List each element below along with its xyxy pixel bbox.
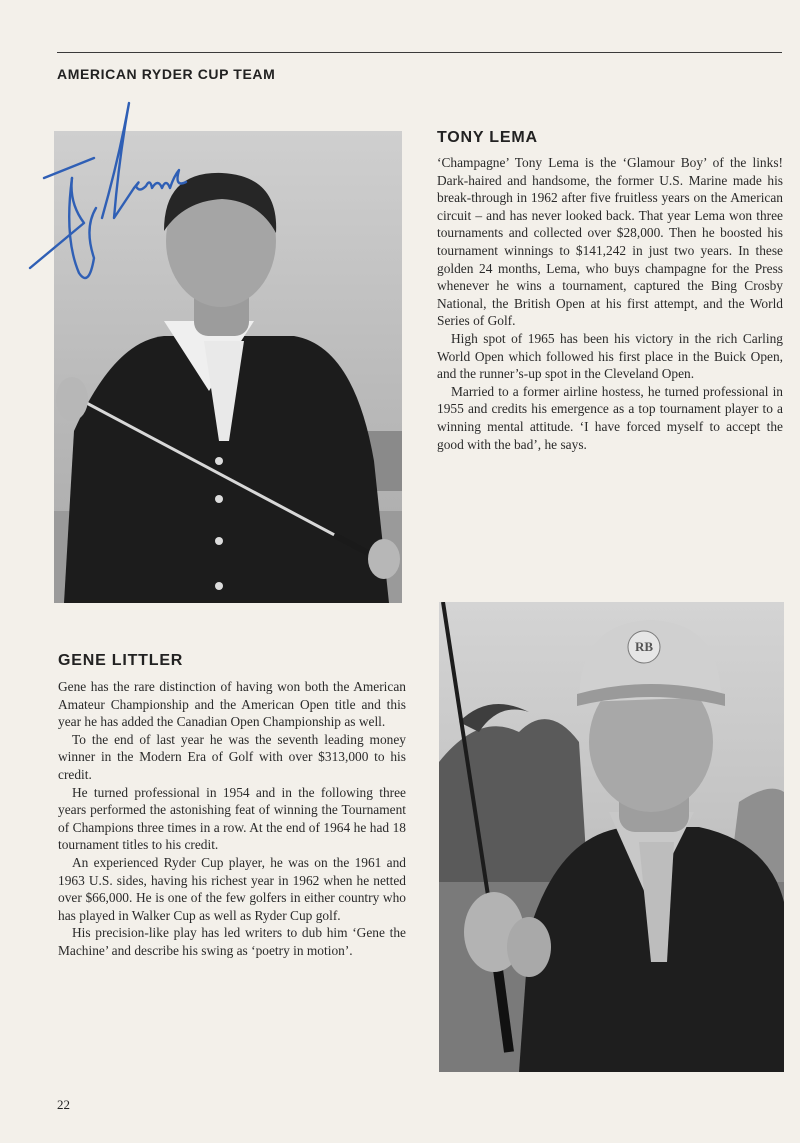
autograph-signature (24, 98, 194, 298)
gene-littler-heading: GENE LITTLER (58, 652, 184, 669)
page-number: 22 (57, 1097, 70, 1112)
cap-logo-icon: RB (634, 639, 654, 654)
bio-paragraph: To the end of last year he was the seventh leading money winner in the Modern Era of Golf with over $313,000 to his credit. (58, 731, 406, 782)
bio-paragraph: He turned professional in 1954 and in the following three years performed the astonishing feat of winning the Tournament of Champions three times in a row. At the end of 1964 he had 18 tournament titles to his credit. (58, 784, 406, 853)
bio-paragraph: Married to a former airline hostess, he turned professional in 1955 and credits his emergence as a top tournament player to a winning mental attitude. ‘I have forced myself to accept the good with the bad’, he says. (437, 383, 783, 452)
gene-littler-bio (58, 678, 406, 960)
bio-paragraph: ‘Champagne’ Tony Lema is the ‘Glamour Boy’ of the links! Dark-haired and handsome, the former U.S. Marine made his break-through in 1962 after five fruitless years on the American circuit – and has never looked back. That year Lema won three tournaments and collected over $28,000. Then he boosted his tournament winnings to $141,242 in just two years. In these golden 24 months, Lema, who buys champagne for the Press whenever he wins a tournament, captured the Bing Crosby National, the British Open at his first attempt, and the World Series of Golf. (437, 155, 783, 329)
bio-paragraph: Gene has the rare distinction of having won both the American Amateur Championship and the American Open title and this year he has added the Canadian Open Championship as well. (58, 679, 406, 730)
bio-paragraph: His precision-like play has led writers to dub him ‘Gene the Machine’ and describe his swing as ‘poetry in motion’. (58, 925, 406, 958)
tony-lema-bio (437, 154, 783, 453)
bio-paragraph: An experienced Ryder Cup player, he was on the 1961 and 1963 U.S. sides, having his richest year in 1962 when he netted over $66,000. He is one of the few golfers in either country who has played in Walker Cup as well as Ryder Cup golf. (58, 854, 406, 923)
tony-lema-heading: TONY LEMA (437, 129, 538, 146)
gene-littler-photo (439, 602, 784, 1072)
header-rule (57, 52, 782, 53)
bio-paragraph: High spot of 1965 has been his victory in the rich Carling World Open which followed his first place in the Buick Open, and the runner’s-up spot in the Cleveland Open. (437, 330, 783, 382)
section-title: AMERICAN RYDER CUP TEAM (57, 66, 276, 82)
